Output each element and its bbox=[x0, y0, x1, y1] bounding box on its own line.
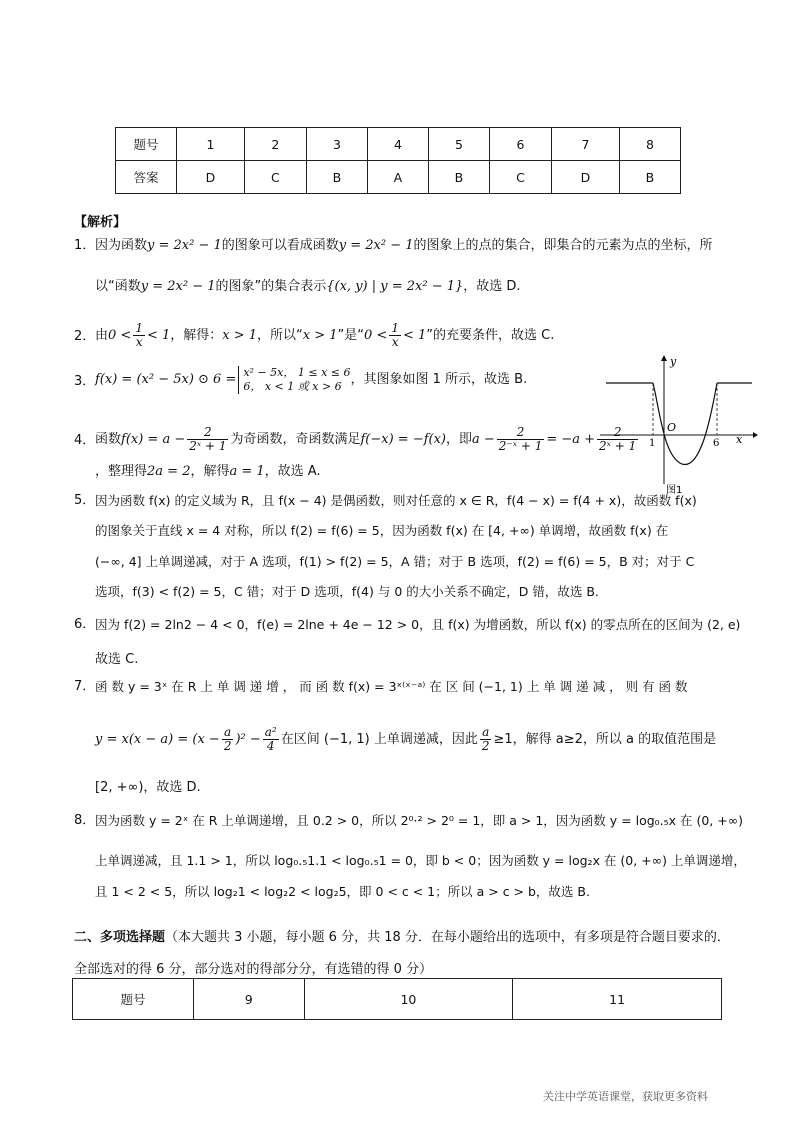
text: ，解得 bbox=[190, 464, 230, 479]
y-axis-arrow bbox=[661, 355, 667, 361]
origin-label: O bbox=[667, 421, 677, 434]
table-row bbox=[116, 128, 681, 161]
formula: y = x(x − a) = (x − bbox=[95, 732, 220, 747]
q1-number: 1． bbox=[74, 238, 96, 253]
formula: < 1 bbox=[146, 328, 171, 343]
fraction bbox=[133, 322, 145, 349]
tick-1: 1 bbox=[649, 438, 656, 449]
q1-line1 bbox=[95, 237, 713, 255]
q8-line3: 且 1 < 2 < 5，所以 log₂1 < log₂2 < log₂5，即 0 < c < 1；所以 a > c > b，故选 B. bbox=[95, 884, 590, 899]
text: ，解得： bbox=[170, 328, 223, 343]
answer-table bbox=[115, 127, 681, 194]
answer-cell: C bbox=[490, 161, 552, 194]
table-header-cell: 答案 bbox=[116, 161, 177, 194]
fraction bbox=[222, 726, 234, 753]
formula: {(x, y) | y = 2x² − 1} bbox=[326, 279, 464, 294]
numerator: a bbox=[480, 726, 492, 740]
fraction bbox=[187, 426, 228, 453]
text: ，故选 D. bbox=[463, 279, 521, 294]
q4-line1 bbox=[95, 424, 640, 456]
tick-6: 6 bbox=[713, 438, 720, 449]
formula: a = 1 bbox=[229, 464, 265, 479]
text: 函数 bbox=[95, 432, 122, 447]
text: ，即 bbox=[446, 432, 473, 447]
numerator: 2 bbox=[497, 426, 545, 440]
answer-cell: D bbox=[552, 161, 620, 194]
q4-line2 bbox=[95, 463, 321, 481]
figure-caption: 图1 bbox=[666, 485, 683, 496]
text: 因为函数 bbox=[95, 238, 148, 253]
q7-line2 bbox=[95, 720, 716, 760]
question-number-cell: 8 bbox=[619, 128, 680, 161]
question-number-cell: 11 bbox=[513, 979, 722, 1020]
case-2: 6， x < 1 或 x > 6 bbox=[243, 379, 342, 393]
text: 的图象”的集合表示 bbox=[215, 279, 327, 294]
text: 以“函数 bbox=[95, 279, 141, 294]
question-number-cell: 2 bbox=[244, 128, 306, 161]
answer-cell: C bbox=[244, 161, 306, 194]
formula: 0 < bbox=[108, 328, 132, 343]
text: ，所以“ bbox=[257, 328, 303, 343]
q2-line bbox=[95, 320, 554, 352]
question-number-cell: 1 bbox=[177, 128, 245, 161]
denominator: 2ˣ + 1 bbox=[599, 439, 637, 453]
q6-line2: 故选 C. bbox=[95, 652, 139, 667]
q7-line1: 函 数 y = 3ˣ 在 R 上 单 调 递 增 ， 而 函 数 f(x) = 3ˣ⁽ˣ⁻ᵃ⁾ 在 区 间 (−1, 1) 上 单 调 递 减 ， 则 有 函 数 bbox=[95, 679, 688, 694]
text: 在区间 (−1, 1) 上单调递减，因此 bbox=[280, 732, 478, 747]
question-number-cell: 4 bbox=[367, 128, 428, 161]
fraction bbox=[263, 726, 279, 753]
denominator: 4 bbox=[266, 739, 275, 753]
text: 的图象上的点的集合，即集合的元素为点的坐标，所 bbox=[413, 238, 713, 253]
q7-number: 7． bbox=[74, 679, 96, 694]
x-label: x bbox=[736, 433, 743, 446]
q3-number: 3． bbox=[74, 374, 96, 389]
denominator: x bbox=[391, 335, 399, 349]
denominator: x bbox=[135, 335, 143, 349]
q7-line3: [2, +∞)，故选 D. bbox=[95, 780, 201, 795]
fraction bbox=[597, 426, 638, 453]
formula: < 1 bbox=[402, 328, 427, 343]
numerator: 1 bbox=[135, 321, 143, 335]
section-2-intro bbox=[74, 922, 734, 986]
y-label: y bbox=[670, 355, 677, 368]
numerator: 2 bbox=[187, 426, 228, 440]
numerator: 1 bbox=[391, 321, 399, 335]
answer-cell: A bbox=[367, 161, 428, 194]
fraction bbox=[480, 726, 492, 753]
question-number-cell: 6 bbox=[490, 128, 552, 161]
parabola-curve bbox=[653, 383, 720, 465]
denominator: 2 bbox=[223, 739, 232, 753]
question-number-cell: 5 bbox=[428, 128, 489, 161]
q6-line1: 因为 f(2) = 2ln2 − 4 < 0，f(e) = 2lne + 4e − 12 > 0，且 f(x) 为增函数，所以 f(x) 的零点所在的区间为 (2, e) bbox=[95, 617, 741, 632]
q5-line4: 选项，f(3) < f(2) = 5，C 错；对于 D 选项，f(4) 与 0 的大小关系不确定，D 错，故选 B. bbox=[95, 584, 599, 599]
text: ”是“ bbox=[337, 328, 365, 343]
text: 的图象可以看成函数 bbox=[221, 238, 339, 253]
table-header-cell: 题号 bbox=[116, 128, 177, 161]
section-description: （本大题共 3 小题，每小题 6 分，共 18 分．在每小题给出的选项中，有多项是符合题目要求的．全部选对的得 6 分，部分选对的得部分分，有选错的得 0 分） bbox=[74, 930, 730, 977]
denominator: 2ˣ + 1 bbox=[189, 439, 227, 453]
formula: = −a + bbox=[546, 432, 596, 447]
q1-line2 bbox=[95, 278, 521, 296]
fraction bbox=[497, 426, 545, 453]
text: 为奇函数，奇函数满足 bbox=[230, 432, 361, 447]
table-row bbox=[116, 161, 681, 194]
denominator: 2 bbox=[481, 739, 490, 753]
text: ≥1，解得 a≥2，所以 a 的取值范围是 bbox=[493, 732, 717, 747]
text: 由 bbox=[95, 328, 109, 343]
numerator: a² bbox=[264, 725, 277, 739]
formula: f(−x) = −f(x) bbox=[360, 432, 446, 447]
q5-line3: (−∞, 4] 上单调递减，对于 A 选项，f(1) > f(2) = 5，A 错；对于 B 选项，f(2) = f(6) = 5，B 对；对于 C bbox=[95, 554, 695, 569]
q2-number: 2． bbox=[74, 329, 96, 344]
formula: y = 2x² − 1 bbox=[338, 238, 414, 253]
x-axis-arrow bbox=[753, 432, 758, 438]
question-number-cell: 10 bbox=[304, 979, 513, 1020]
formula: 0 < bbox=[364, 328, 388, 343]
section-heading: 二、多项选择题 bbox=[74, 930, 166, 945]
answer-cell: B bbox=[428, 161, 489, 194]
text: ”的充要条件，故选 C. bbox=[426, 328, 555, 343]
q3-line bbox=[95, 364, 527, 396]
text: ，故选 A. bbox=[264, 464, 321, 479]
q8-number: 8． bbox=[74, 813, 96, 828]
piecewise bbox=[238, 366, 350, 394]
answer-table-2 bbox=[72, 978, 722, 1020]
formula: x > 1 bbox=[302, 328, 338, 343]
formula: a − bbox=[472, 432, 495, 447]
text: ，整理得 bbox=[95, 464, 148, 479]
q5-line2: 的图象关于直线 x = 4 对称，所以 f(2) = f(6) = 5，因为函数 f(x) 在 [4, +∞) 单调增，故函数 f(x) 在 bbox=[95, 523, 669, 538]
answer-cell: D bbox=[177, 161, 245, 194]
fraction bbox=[389, 322, 401, 349]
q4-number: 4． bbox=[74, 433, 96, 448]
q5-number: 5． bbox=[74, 493, 96, 508]
footer-note: 关注中学英语课堂，获取更多资料 bbox=[543, 1090, 708, 1103]
numerator: 2 bbox=[597, 426, 638, 440]
formula: )² − bbox=[235, 732, 261, 747]
table-header-cell: 题号 bbox=[73, 979, 194, 1020]
q6-number: 6． bbox=[74, 617, 96, 632]
q5-line1: 因为函数 f(x) 的定义域为 R，且 f(x − 4) 是偶函数，则对任意的 x ∈ R，f(4 − x) = f(4 + x)，故函数 f(x) bbox=[95, 493, 697, 508]
analysis-heading: 【解析】 bbox=[74, 215, 127, 230]
formula: 2a = 2 bbox=[147, 464, 191, 479]
case-1: x² − 5x， 1 ≤ x ≤ 6 bbox=[243, 365, 351, 379]
denominator: 2⁻ˣ + 1 bbox=[498, 439, 543, 453]
q8-line1: 因为函数 y = 2ˣ 在 R 上单调递增，且 0.2 > 0，所以 2⁰·² > 2⁰ = 1，即 a > 1，因为函数 y = log₀.₅x 在 (0, +∞) bbox=[95, 813, 744, 828]
formula: y = 2x² − 1 bbox=[147, 238, 222, 253]
question-number-cell: 3 bbox=[306, 128, 367, 161]
formula: y = 2x² − 1 bbox=[140, 279, 216, 294]
numerator: a bbox=[222, 726, 234, 740]
formula: x > 1 bbox=[222, 328, 258, 343]
question-number-cell: 9 bbox=[194, 979, 305, 1020]
formula: f(x) = a − bbox=[121, 432, 186, 447]
text: ，其图象如图 1 所示，故选 B. bbox=[350, 372, 528, 387]
formula: f(x) = (x² − 5x) ⊙ 6 = bbox=[95, 372, 237, 387]
answer-cell: B bbox=[306, 161, 367, 194]
answer-cell: B bbox=[619, 161, 680, 194]
question-number-cell: 7 bbox=[552, 128, 620, 161]
q8-line2: 上单调递减，且 1.1 > 1，所以 log₀.₅1.1 < log₀.₅1 = 0，即 b < 0；因为函数 y = log₂x 在 (0, +∞) 上单调递增， bbox=[95, 853, 746, 868]
table-row bbox=[73, 979, 722, 1020]
